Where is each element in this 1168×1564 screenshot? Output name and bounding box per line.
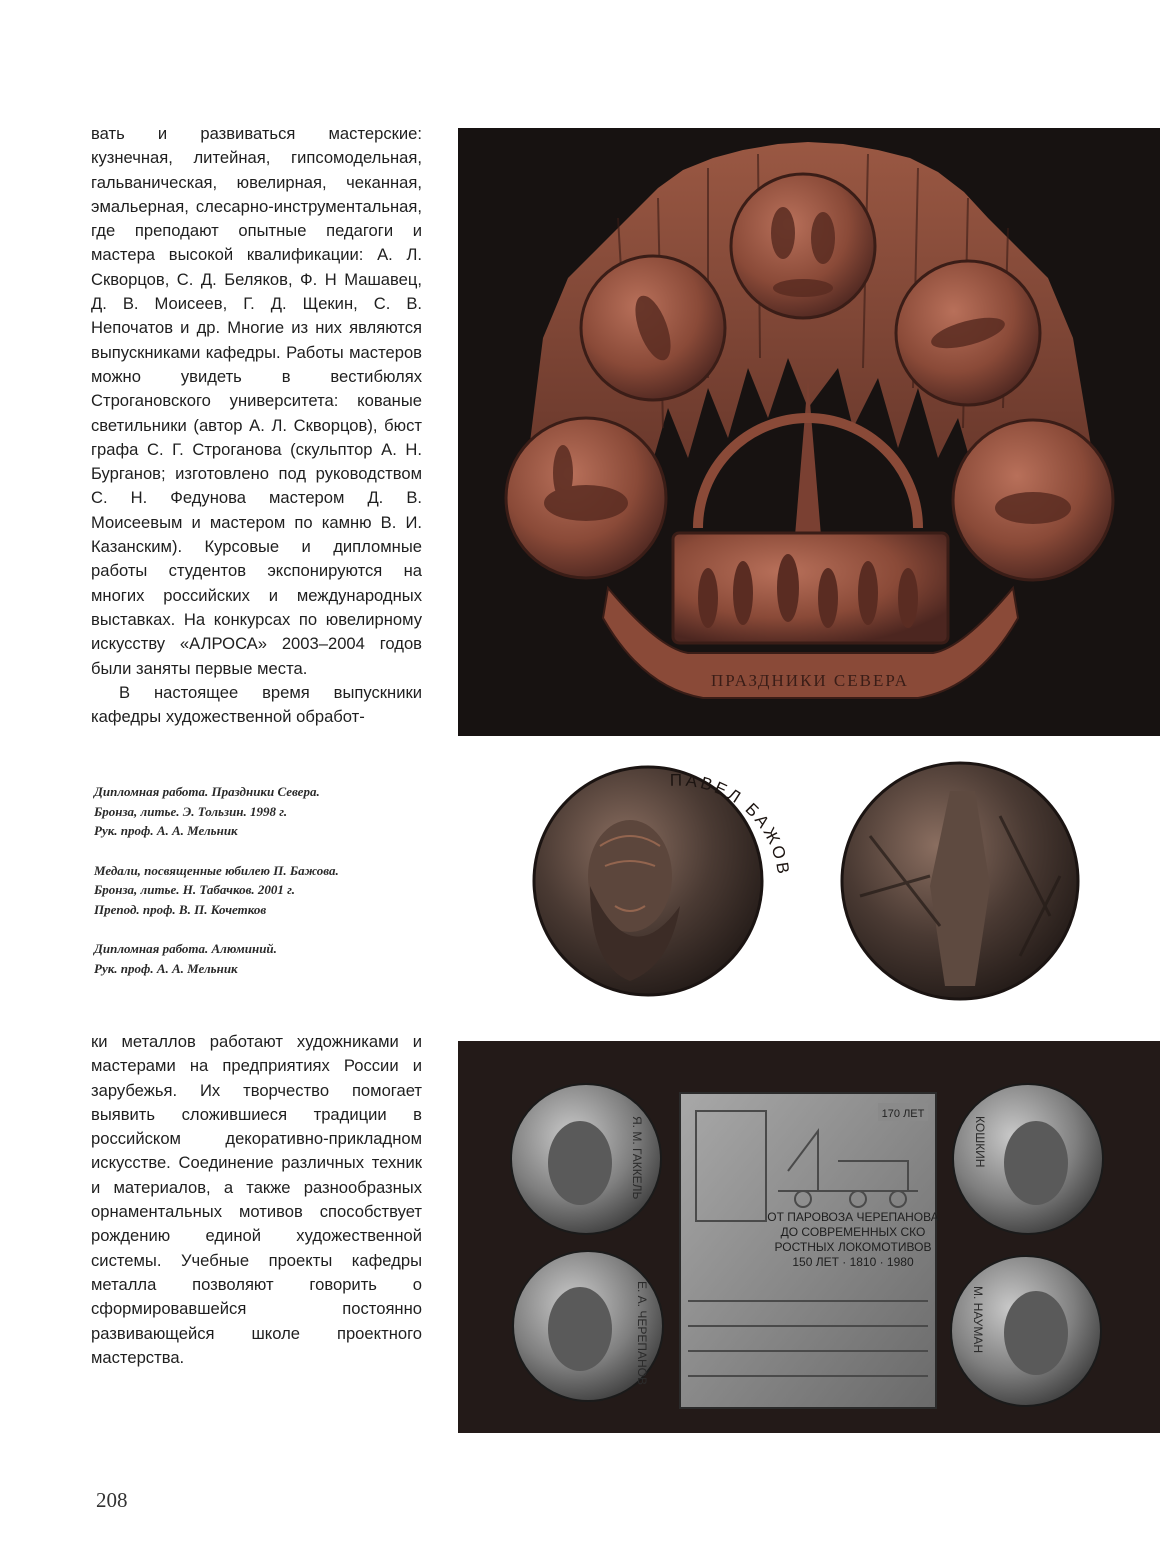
caption-line: Дипломная работа. Алюминий. bbox=[94, 941, 277, 956]
medal-inscription-path: ПАВЕЛ БАЖОВ bbox=[669, 770, 794, 878]
caption-line: Бронза, литье. Э. Тользин. 1998 г. bbox=[94, 803, 288, 819]
photo-bazhov-medals bbox=[520, 756, 1140, 1004]
caption-line: Дипломная работа. Праздники Севера. bbox=[94, 784, 320, 799]
caption-line: Препод. проф. В. П. Кочетков bbox=[94, 901, 267, 917]
photo-aluminium-works bbox=[458, 1041, 1160, 1433]
medal-name: КОШКИН bbox=[973, 1116, 987, 1168]
caption-line: Рук. проф. А. А. Мельник bbox=[94, 823, 238, 838]
plaque-line: РОСТНЫХ ЛОКОМОТИВОВ bbox=[774, 1240, 932, 1254]
relief-inscription: ПРАЗДНИКИ СЕВЕРА bbox=[711, 671, 909, 690]
photo-festival-of-north bbox=[458, 128, 1160, 736]
caption-1 bbox=[94, 782, 434, 841]
text-column-bottom bbox=[91, 1030, 422, 1370]
medal-name: М. НАУМАН bbox=[971, 1286, 985, 1354]
text-column-top bbox=[91, 122, 422, 729]
medal-name: Я. М. ГАККЕЛЬ bbox=[630, 1116, 644, 1200]
aluminium-works-illustration bbox=[458, 1041, 1160, 1433]
plaque-badge: 170 ЛЕТ bbox=[881, 1108, 925, 1120]
caption-3 bbox=[94, 939, 434, 978]
bronze-relief-illustration bbox=[458, 128, 1160, 736]
medal-name: Е. А. ЧЕРЕПАНОВ bbox=[635, 1281, 649, 1385]
body-paragraph: вать и развиваться мастерские: кузнечная, литейная, гипсомодельная, гальваническая, ювелирная, чеканная, эмальерная, слесарно-инструментальная, где преподают опытные педагоги и мастера высокой квалификации: А. Л. Скворцов, С. Д. Беляков, Ф. Н Машавец, Д. В. Моисеев, Г. Д. Щекин, С. В. Непочатов и др. Многие из них являются выпускниками кафедры. Работы мастеров можно увидеть в вестибюлях Строгановского университета: кованые светильники (автор А. Л. Скворцов), бюст графа С. Г. Строганова (скульптор А. Н. Бурганов; изготовлено под руководством С. Н. Федунова мастером Д. В. Моисеевым и мастером по камню В. И. Казанским). Курсовые и дипломные работы студентов экспонируются на многих российских и международных выставках. На конкурсах по ювелирному искусству «АЛРОСА» 2003–2004 годов были заняты первые места. bbox=[91, 124, 422, 678]
plaque-line: ОТ ПАРОВОЗА ЧЕРЕПАНОВА bbox=[767, 1210, 939, 1224]
caption-line: Медали, посвященные юбилею П. Бажова. bbox=[94, 862, 339, 878]
caption-2 bbox=[94, 861, 434, 920]
photo-captions bbox=[94, 782, 434, 998]
caption-line: Рук. проф. А. А. Мельник bbox=[94, 960, 238, 976]
plaque-line: 150 ЛЕТ · 1810 · 1980 bbox=[792, 1255, 914, 1269]
body-paragraph: В настоящее время выпускники кафедры художественной обработ- bbox=[91, 682, 422, 727]
body-paragraph: ки металлов работают художниками и мастерами на предприятиях России и зарубежья. Их творчество помогает выявить сложившиеся традиции в российском декоративно-прикладном искусстве. Соединение различных техник и материалов, а также разнообразных орнаментальных мотивов способствует рождению единой художественной системы. Учебные проекты кафедры металла позволяют говорить о сформировавшейся постоянно развивающейся школе проектного мастерства. bbox=[91, 1032, 422, 1367]
bazhov-medals-illustration bbox=[520, 756, 1140, 1004]
page-number: 208 bbox=[96, 1488, 128, 1512]
plaque-line: ДО СОВРЕМЕННЫХ СКО bbox=[780, 1225, 926, 1239]
caption-line: Бронза, литье. Н. Табачков. 2001 г. bbox=[94, 882, 296, 897]
